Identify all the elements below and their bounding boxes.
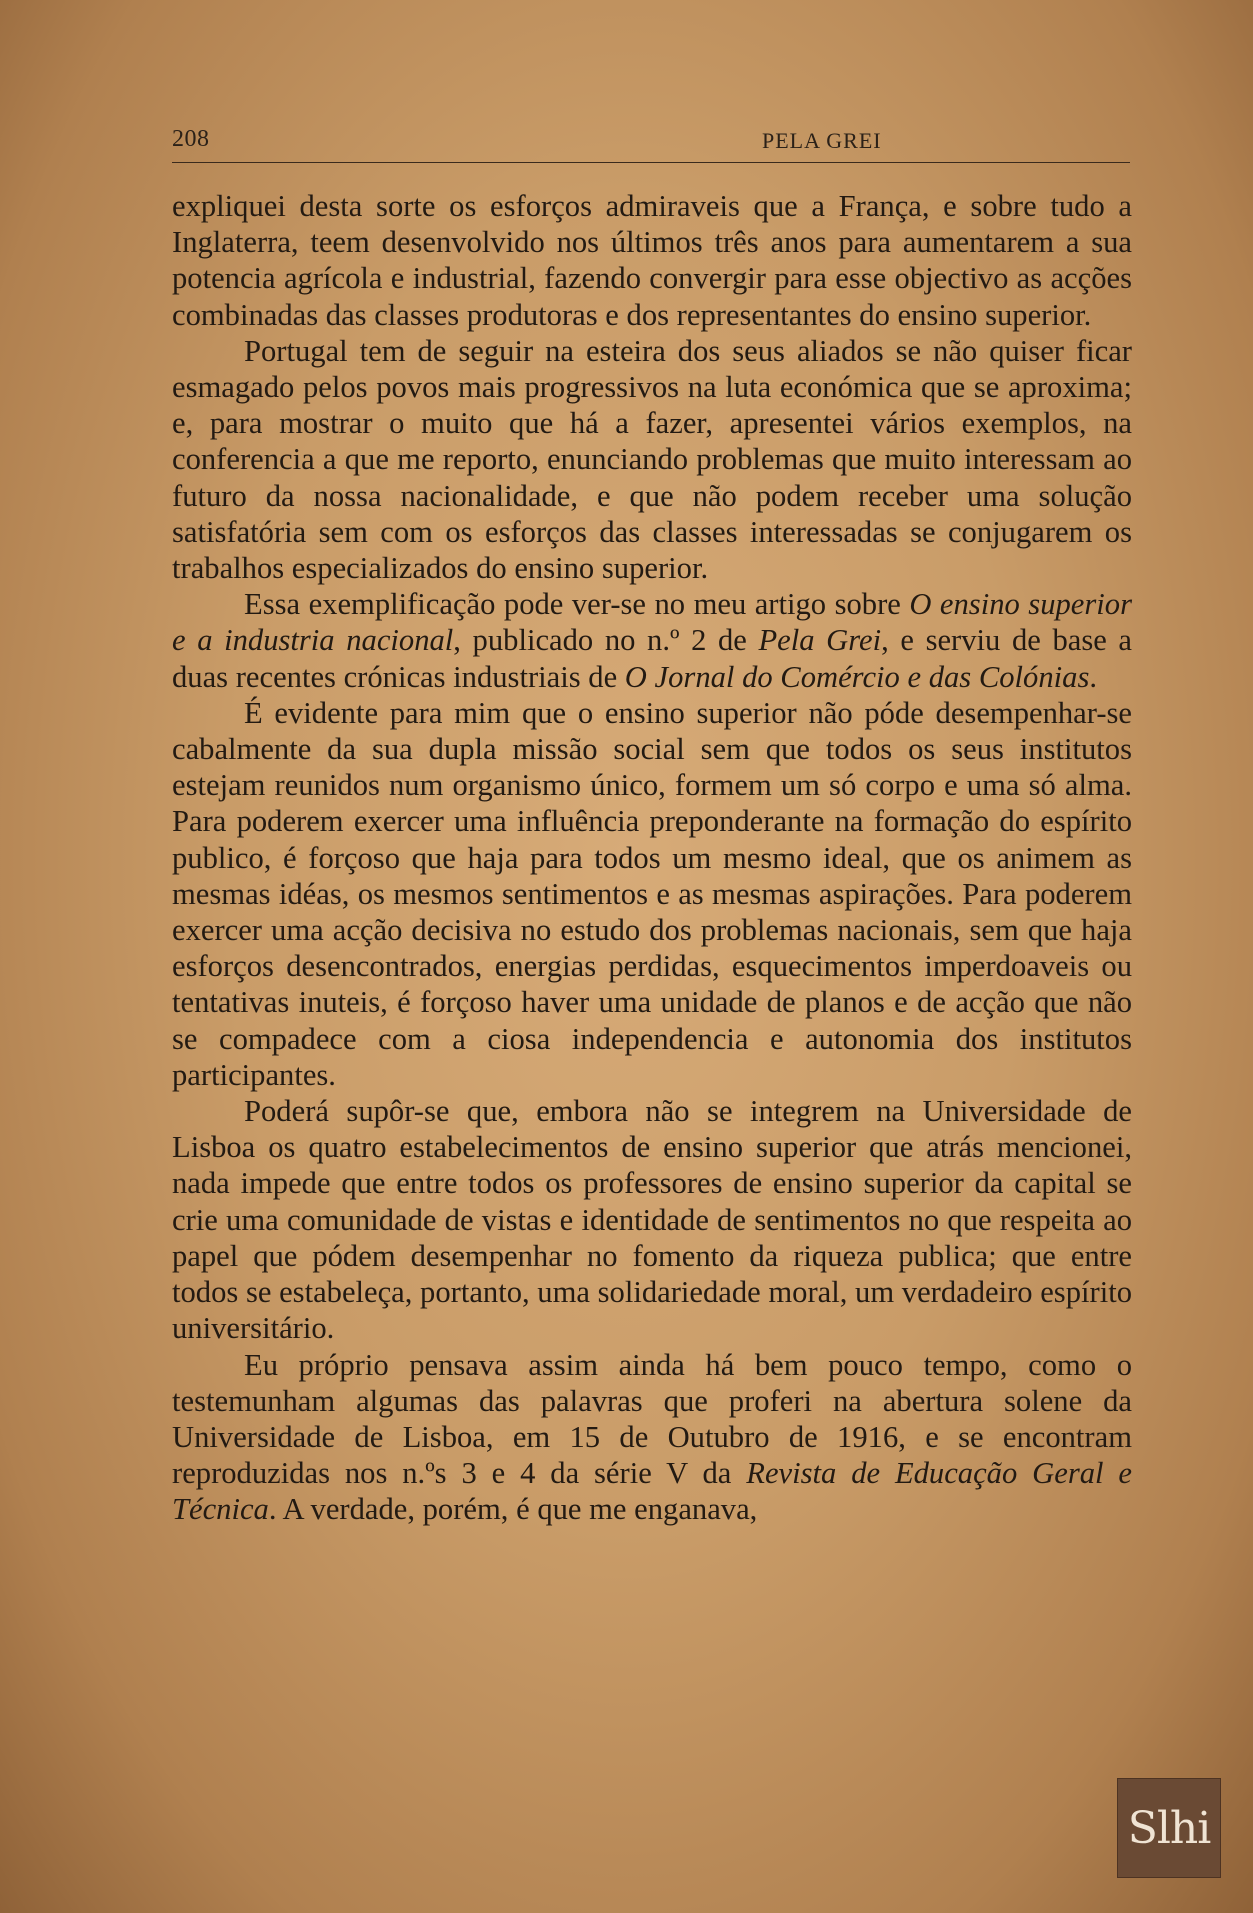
paragraph-3-text-e: , e serviu de base a duas recentes crónicas industriais de — [172, 623, 1132, 694]
paragraph-3-text-c: , publicado no n.º 2 de — [453, 623, 759, 658]
paragraph-3 — [172, 586, 1132, 695]
library-logo — [1117, 1778, 1221, 1878]
page-number: 208 — [172, 126, 210, 152]
paragraph-6 — [172, 1347, 1132, 1528]
library-logo-text: Slhi — [1127, 1802, 1211, 1854]
review-title: Revista de Educação Geral e Técnica — [172, 1456, 1132, 1527]
paragraph-3-text-a: Essa exemplificação pode ver-se no meu artigo sobre — [244, 587, 910, 622]
paragraph-1: expliquei desta sorte os esforços admiraveis que a França, e sobre tudo a Inglaterra, teem desenvolvido nos últimos três anos para aumentarem a sua potencia agrícola e industrial, fazendo convergir para esse objectivo as acções combinadas das classes produtoras e dos representantes do ensino superior. — [172, 189, 1132, 332]
paragraph-6-text-c: . A verdade, porém, é que me enganava, — [268, 1492, 758, 1527]
paragraph-5: Poderá supôr-se que, embora não se integrem na Universidade de Lisboa os quatro estabelecimentos de ensino superior que atrás mencionei, nada impede que entre todos os professores de ensino superior da capital se crie uma comunidade de vistas e identidade de sentimentos no que respeita ao papel que pódem desempenhar no fomento da riqueza publica; que entre todos se estabeleça, portanto, uma solidariedade moral, um verdadeiro espírito universitário. — [172, 1094, 1132, 1346]
newspaper-title: O Jornal do Comércio e das Colónias — [624, 659, 1090, 694]
paragraph-3-text-g: . — [1089, 659, 1098, 694]
body-text — [172, 188, 1132, 1528]
article-title: O ensino superior e a industria nacional — [172, 587, 1132, 658]
paragraph-4: É evidente para mim que o ensino superior não póde desempenhar-se cabalmente da sua dupla missão social sem que todos os seus institutos estejam reunidos num organismo único, formem um só corpo e uma só alma. Para poderem exercer uma influência preponderante na formação do espírito publico, é forçoso que haja para todos um mesmo ideal, que os animem as mesmas idéas, os mesmos sentimentos e as mesmas aspirações. Para poderem exercer uma acção decisiva no estudo dos problemas nacionais, sem que haja esforços desencontrados, energias perdidas, esquecimentos imperdoaveis ou tentativas inuteis, é forçoso haver uma unidade de planos e de acção que não se compadece com a ciosa independencia e autonomia dos institutos participantes. — [172, 695, 1132, 1092]
running-head: PELA GREI — [762, 128, 882, 153]
journal-title-pela-grei: Pela Grei — [758, 623, 882, 658]
paragraph-6-text-a: Eu próprio pensava assim ainda há bem pouco tempo, como o testemunham algumas das palavras que proferi na abertura solene da Universidade de Lisboa, em 15 de Outubro de 1916, e se encontram reproduzidas nos n.ºs 3 e 4 da série V da — [172, 1347, 1132, 1491]
page-header — [172, 122, 1130, 163]
paragraph-2: Portugal tem de seguir na esteira dos seus aliados se não quiser ficar esmagado pelos povos mais progressivos na luta económica que se aproxima; e, para mostrar o muito que há a fazer, apresentei vários exemplos, na conferencia a que me reporto, enunciando problemas que muito interessam ao futuro da nossa nacionalidade, e que não podem receber uma solução satisfatória sem com os esforços das classes interessadas se conjugarem os trabalhos especializados do ensino superior. — [172, 333, 1132, 586]
